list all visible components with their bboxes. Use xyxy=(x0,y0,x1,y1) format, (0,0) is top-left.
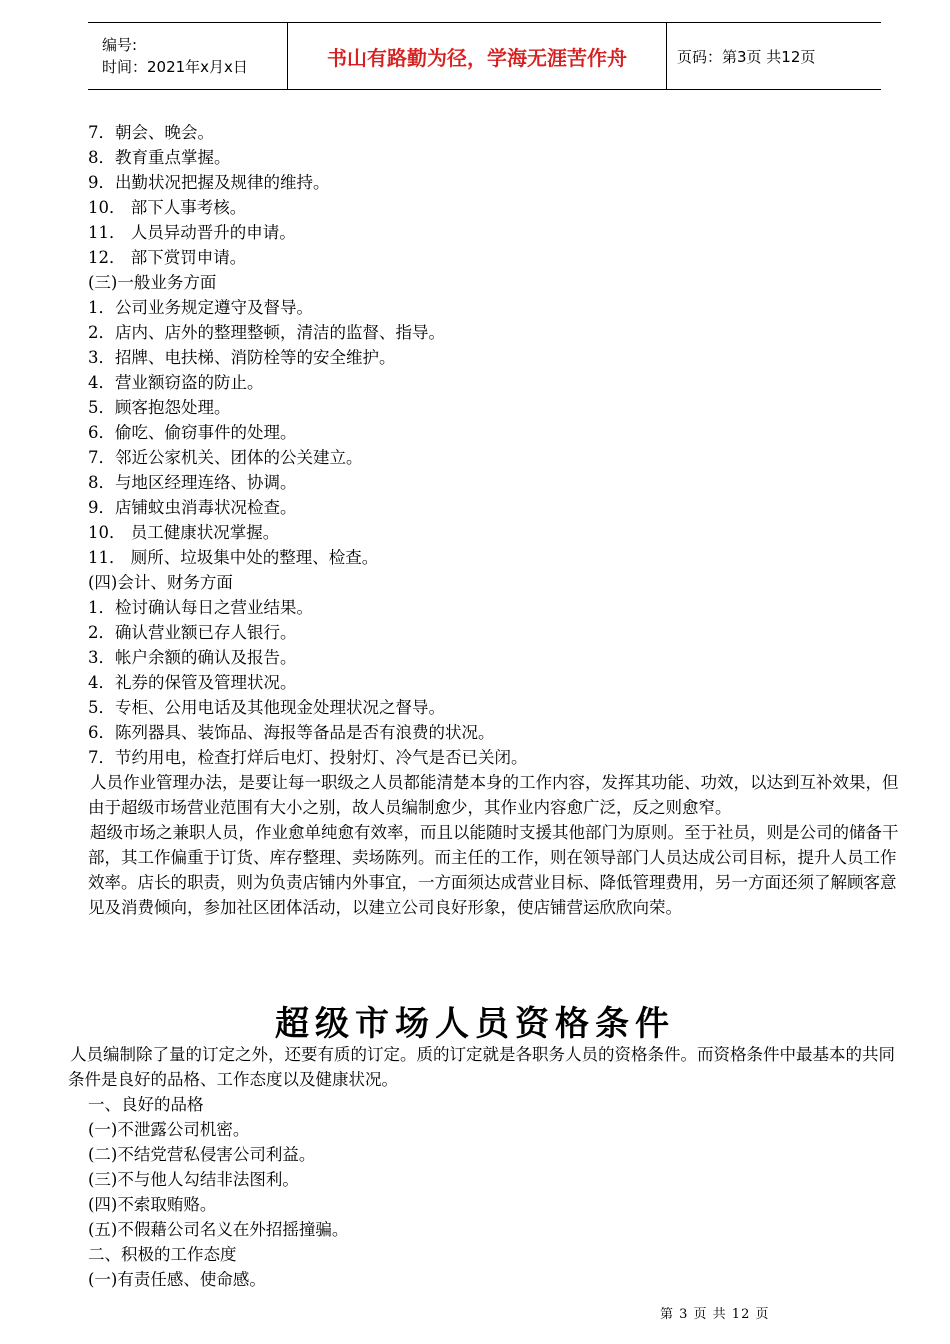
page-header xyxy=(88,22,881,90)
list-item: 9．出勤状况把握及规律的维持。 xyxy=(88,173,330,192)
intro-paragraph-block xyxy=(68,1042,908,1092)
section-heading: 二、积极的工作态度 xyxy=(88,1245,237,1264)
list-item: 10． 员工健康状况掌握。 xyxy=(88,523,280,542)
list-section-a xyxy=(88,120,908,920)
section-heading: (四)会计、财务方面 xyxy=(88,573,233,592)
header-meta xyxy=(88,23,288,89)
list-item: 4．礼券的保管及管理状况。 xyxy=(88,673,297,692)
list-item: 1．公司业务规定遵守及督导。 xyxy=(88,298,313,317)
list-item: 6．陈列器具、装饰品、海报等备品是否有浪费的状况。 xyxy=(88,723,495,742)
list-item: 9．店铺蚊虫消毒状况检查。 xyxy=(88,498,297,517)
body-paragraph: 人员作业管理办法，是要让每一职级之人员都能清楚本身的工作内容，发挥其功能、功效，以达到互补效果，但由于超级市场营业范围有大小之别，故人员编制愈少，其作业内容愈广泛，反之则愈窄。 xyxy=(88,773,899,817)
list-item: 7．节约用电，检查打烊后电灯、投射灯、冷气是否已关闭。 xyxy=(88,748,528,767)
body-paragraph: 超级市场之兼职人员，作业愈单纯愈有效率，而且以能随时支援其他部门为原则。至于社员，则是公司的储备干部，其工作偏重于订货、库存整理、卖场陈列。而主任的工作，则在领导部门人员达成公司目标，提升人员工作效率。店长的职责，则为负责店铺内外事宜，一方面须达成营业目标、降低管理费用，另一方面还须了解顾客意见及消费倾向，参加社区团体活动，以建立公司良好形象，使店铺营运欣欣向荣。 xyxy=(88,823,899,917)
list-item: (三)不与他人勾结非法图利。 xyxy=(88,1170,299,1189)
list-item: 4．营业额窃盗的防止。 xyxy=(88,373,264,392)
list-item: 5．顾客抱怨处理。 xyxy=(88,398,231,417)
list-item: 10． 部下人事考核。 xyxy=(88,198,247,217)
document-number-label: 编号: xyxy=(102,36,138,54)
list-item: 7．朝会、晚会。 xyxy=(88,123,214,142)
document-time-label: 时间：2021年x月x日 xyxy=(102,58,248,76)
section-title: 超级市场人员资格条件 xyxy=(275,1004,675,1044)
list-item: 5．专柜、公用电话及其他现金处理状况之督导。 xyxy=(88,698,445,717)
list-item: 7．邻近公家机关、团体的公关建立。 xyxy=(88,448,363,467)
list-item: 2．店内、店外的整理整顿，清洁的监督、指导。 xyxy=(88,323,445,342)
list-item: 6．偷吃、偷窃事件的处理。 xyxy=(88,423,297,442)
list-item: (一)不泄露公司机密。 xyxy=(88,1120,250,1139)
list-item: (二)不结党营私侵害公司利益。 xyxy=(88,1145,316,1164)
list-item: (一)有责任感、使命感。 xyxy=(88,1270,266,1289)
header-page-label: 页码：第3页 共12页 xyxy=(677,47,816,66)
section-heading: (三)一般业务方面 xyxy=(88,273,217,292)
intro-paragraph: 人员编制除了量的订定之外，还要有质的订定。质的订定就是各职务人员的资格条件。而资格条件中最基本的共同条件是良好的品格、工作态度以及健康状况。 xyxy=(68,1045,895,1089)
list-item: 8．与地区经理连络、协调。 xyxy=(88,473,297,492)
list-item: (四)不索取贿赂。 xyxy=(88,1195,217,1214)
list-section-b xyxy=(88,1092,908,1292)
list-item: 3．招牌、电扶梯、消防栓等的安全维护。 xyxy=(88,348,396,367)
list-item: 11． 厕所、垃圾集中处的整理、检查。 xyxy=(88,548,379,567)
page-footer: 第 3 页 共 12 页 xyxy=(660,1307,770,1322)
list-item: 2．确认营业额已存人银行。 xyxy=(88,623,297,642)
list-item: 11． 人员异动晋升的申请。 xyxy=(88,223,296,242)
list-item: 1．检讨确认每日之营业结果。 xyxy=(88,598,313,617)
list-item: 3．帐户余额的确认及报告。 xyxy=(88,648,297,667)
list-item: 12． 部下赏罚申请。 xyxy=(88,248,247,267)
header-motto: 书山有路勤为径，学海无涯苦作舟 xyxy=(288,23,667,89)
section-heading: 一、良好的品格 xyxy=(88,1095,204,1114)
list-item: (五)不假藉公司名义在外招摇撞骗。 xyxy=(88,1220,349,1239)
list-item: 8．教育重点掌握。 xyxy=(88,148,231,167)
